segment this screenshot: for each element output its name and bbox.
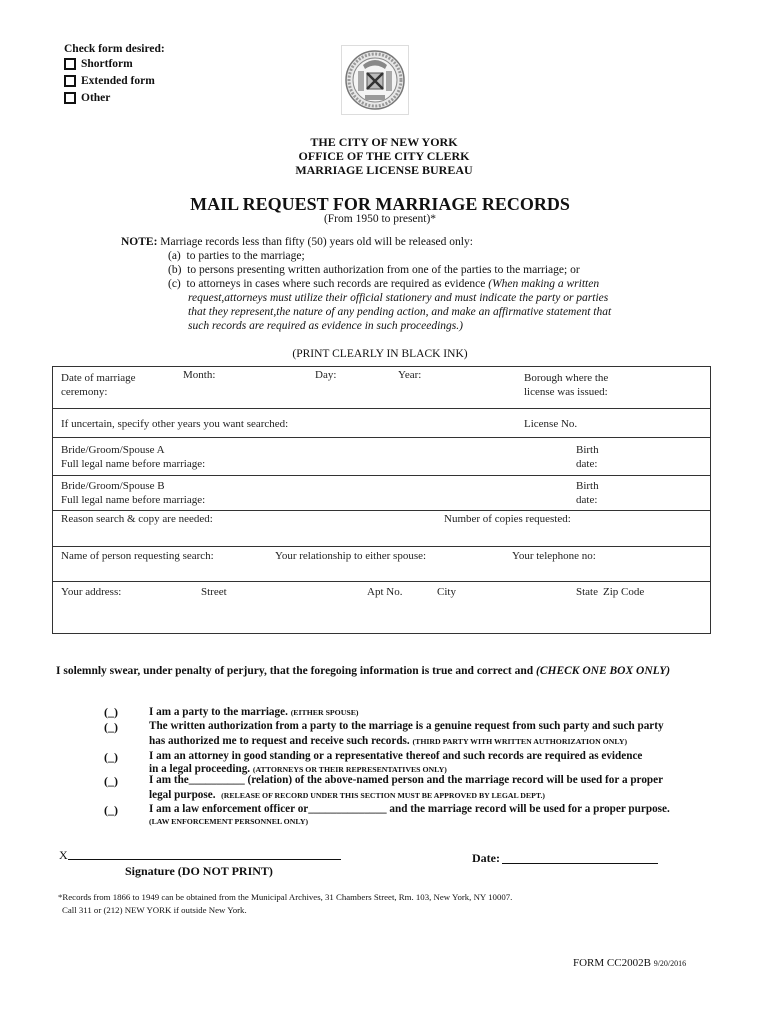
checkbox-short-form[interactable] bbox=[64, 58, 133, 70]
checkbox-icon[interactable] bbox=[64, 92, 76, 104]
copies-field[interactable]: Number of copies requested: bbox=[444, 513, 571, 525]
attestation-note: (ATTORNEYS OR THEIR REPRESENTATIVES ONLY) bbox=[252, 765, 447, 774]
address-label: Your address: bbox=[61, 586, 122, 598]
row-divider bbox=[53, 437, 710, 438]
checkbox-icon[interactable] bbox=[64, 58, 76, 70]
attestation-text: I am an attorney in good standing or a representative thereof and such records are required as evidence bbox=[149, 750, 643, 762]
spouse-a-name-field[interactable] bbox=[61, 443, 205, 471]
attestation-note: (RELEASE OF RECORD UNDER THIS SECTION MUST BE APPROVED BY LEGAL DEPT.) bbox=[221, 791, 546, 800]
label-line: date: bbox=[576, 458, 598, 470]
borough-field[interactable] bbox=[524, 371, 608, 399]
reason-field[interactable]: Reason search & copy are needed: bbox=[61, 513, 213, 525]
checkbox-icon[interactable] bbox=[64, 75, 76, 87]
label-line: Bride/Groom/Spouse A bbox=[61, 444, 165, 456]
header-city: THE CITY OF NEW YORK bbox=[310, 135, 458, 149]
form-code: FORM CC2002B bbox=[573, 957, 651, 969]
checkbox-other[interactable] bbox=[64, 92, 110, 104]
date-line[interactable] bbox=[502, 863, 658, 864]
relationship-field[interactable]: Your relationship to either spouse: bbox=[275, 550, 427, 562]
signature-x-mark: X bbox=[59, 848, 68, 862]
note-intro bbox=[121, 235, 473, 249]
attestation-checkbox-relation[interactable]: (_) bbox=[104, 774, 118, 788]
attestation-party bbox=[149, 705, 359, 720]
attestation-relation bbox=[149, 773, 663, 803]
checkbox-extended-form[interactable] bbox=[64, 75, 155, 87]
note-intro-text: Marriage records less than fifty (50) years old will be released only: bbox=[160, 236, 473, 248]
date-label: Date: bbox=[472, 851, 500, 865]
label-line: Birth bbox=[576, 480, 599, 492]
attestation-third-party bbox=[149, 719, 664, 749]
note-item-c bbox=[168, 277, 599, 291]
label-line: Full legal name before marriage: bbox=[61, 494, 206, 506]
form-id bbox=[573, 957, 686, 969]
page-subtitle: (From 1950 to present)* bbox=[323, 213, 437, 225]
label-line: license was issued: bbox=[524, 386, 608, 398]
label-line: Full legal name before marriage: bbox=[61, 458, 206, 470]
street-field[interactable]: Street bbox=[201, 586, 227, 598]
attestation-note: (EITHER SPOUSE) bbox=[290, 708, 359, 717]
form-type-title: Check form desired: bbox=[64, 43, 165, 55]
oath-text: I solemnly swear, under penalty of perjury, that the foregoing information is true and correct and bbox=[56, 665, 537, 677]
apt-field[interactable]: Apt No. bbox=[367, 586, 403, 598]
note-italic: (When making a written bbox=[488, 278, 600, 290]
spouse-b-birth-date-field[interactable] bbox=[576, 479, 599, 507]
row-divider bbox=[53, 408, 710, 409]
note-text: to parties to the marriage; bbox=[186, 250, 305, 262]
note-marker: (b) bbox=[168, 264, 182, 276]
note-label: NOTE: bbox=[121, 236, 158, 248]
page-title: MAIL REQUEST FOR MARRIAGE RECORDS bbox=[190, 194, 570, 214]
zip-field[interactable]: Zip Code bbox=[603, 586, 645, 598]
attestation-text: has authorized me to request and receive such records. bbox=[149, 735, 410, 747]
row-divider bbox=[53, 546, 710, 547]
label-line: Date of marriage bbox=[61, 372, 136, 384]
nyc-seal-icon bbox=[341, 45, 409, 115]
footnote-call: Call 311 or (212) NEW YORK if outside New York. bbox=[62, 905, 247, 915]
attestation-text: in a legal proceeding. bbox=[149, 763, 251, 775]
note-item-b bbox=[168, 263, 580, 277]
footnote-archives: *Records from 1866 to 1949 can be obtained from the Municipal Archives, 31 Chambers Street, Rm. 103, New York, NY 10007. bbox=[58, 892, 513, 902]
attestation-text: I am a law enforcement officer or______________ and the marriage record will be used for a proper purpose. bbox=[149, 803, 670, 815]
attestation-text: legal purpose. bbox=[149, 789, 216, 801]
row-divider bbox=[53, 581, 710, 582]
attestation-text: I am a party to the marriage. bbox=[149, 706, 288, 718]
year-field[interactable]: Year: bbox=[398, 369, 422, 381]
telephone-field[interactable]: Your telephone no: bbox=[512, 550, 596, 562]
attestation-note: (THIRD PARTY WITH WRITTEN AUTHORIZATION ONLY) bbox=[412, 737, 628, 746]
note-text: to persons presenting written authorization from one of the parties to the marriage; or bbox=[187, 264, 580, 276]
label-line: ceremony: bbox=[61, 386, 108, 398]
row-divider bbox=[53, 475, 710, 476]
note-italic-line: such records are required as evidence in such proceedings.) bbox=[188, 320, 463, 332]
attestation-text: The written authorization from a party to the marriage is a genuine request from such party and such party bbox=[149, 720, 664, 732]
note-item-a bbox=[168, 249, 305, 263]
note-italic-line: that they represent,the nature of any pending action, and make an affirmative statement that bbox=[188, 306, 612, 318]
checkbox-label: Other bbox=[81, 92, 111, 104]
license-no-field[interactable]: License No. bbox=[524, 418, 578, 430]
request-form-table bbox=[52, 366, 711, 634]
row-divider bbox=[53, 510, 710, 511]
spouse-a-birth-date-field[interactable] bbox=[576, 443, 599, 471]
note-marker: (c) bbox=[168, 278, 181, 290]
date-of-marriage-label bbox=[61, 371, 136, 399]
attestation-text: I am the__________ (relation) of the above-named person and the marriage record will be used for a proper bbox=[149, 774, 664, 786]
note-marker: (a) bbox=[168, 250, 181, 262]
header-bureau: MARRIAGE LICENSE BUREAU bbox=[295, 163, 473, 177]
form-date: 9/20/2016 bbox=[653, 959, 687, 968]
attestation-checkbox-law-enforcement[interactable]: (_) bbox=[104, 803, 118, 817]
oath-emphasis: (CHECK ONE BOX ONLY) bbox=[536, 665, 671, 677]
label-line: Borough where the bbox=[524, 372, 609, 384]
label-line: date: bbox=[576, 494, 598, 506]
note-text: to attorneys in cases where such records are required as evidence bbox=[186, 278, 486, 290]
attestation-checkbox-third-party[interactable]: (_) bbox=[104, 720, 118, 734]
label-line: Birth bbox=[576, 444, 599, 456]
signature-label: Signature (DO NOT PRINT) bbox=[125, 864, 273, 878]
print-instruction: (PRINT CLEARLY IN BLACK INK) bbox=[292, 348, 468, 360]
signature-line[interactable] bbox=[68, 859, 341, 860]
checkbox-label: Extended form bbox=[81, 75, 155, 87]
attestation-law-enforcement bbox=[149, 802, 670, 827]
spouse-b-name-field[interactable] bbox=[61, 479, 205, 507]
attestation-note: (LAW ENFORCEMENT PERSONNEL ONLY) bbox=[149, 817, 309, 826]
attestation-checkbox-attorney[interactable]: (_) bbox=[104, 750, 118, 764]
other-years-field[interactable]: If uncertain, specify other years you want searched: bbox=[61, 418, 289, 430]
oath-statement bbox=[56, 665, 670, 677]
label-line: Bride/Groom/Spouse B bbox=[61, 480, 165, 492]
attestation-checkbox-party[interactable]: (_) bbox=[104, 705, 118, 719]
header-office: OFFICE OF THE CITY CLERK bbox=[298, 149, 470, 163]
month-field[interactable]: Month: bbox=[183, 369, 216, 381]
checkbox-label: Shortform bbox=[81, 58, 133, 70]
note-italic-line: request,attorneys must utilize their official stationery and must indicate the party or parties bbox=[188, 292, 609, 304]
city-field[interactable]: City bbox=[437, 586, 456, 598]
state-field[interactable]: State bbox=[576, 586, 598, 598]
requester-name-field[interactable]: Name of person requesting search: bbox=[61, 550, 214, 562]
day-field[interactable]: Day: bbox=[315, 369, 337, 381]
